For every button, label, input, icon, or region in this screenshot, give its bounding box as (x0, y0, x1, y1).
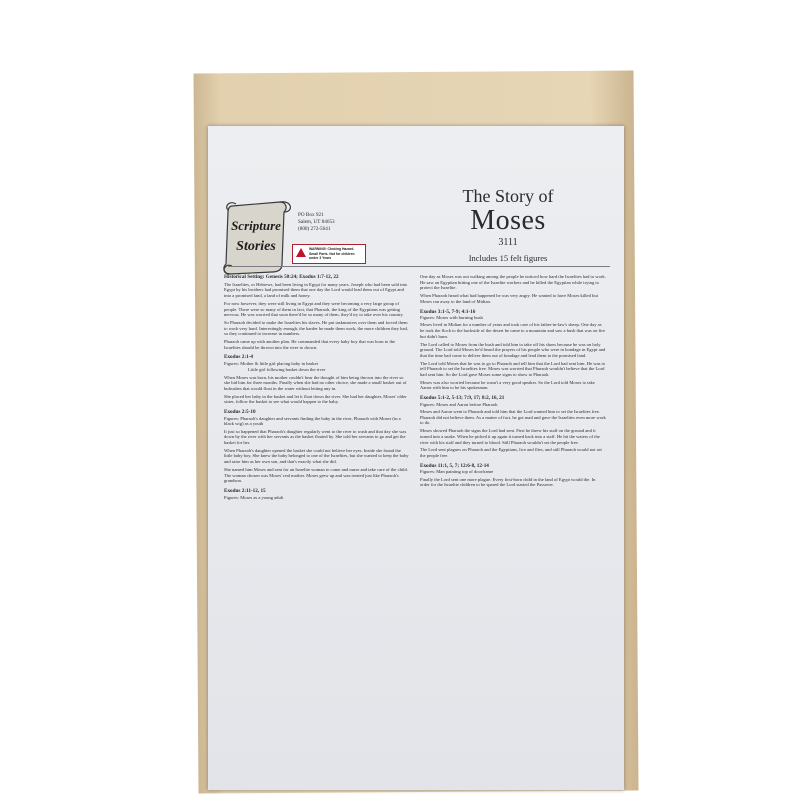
paragraph: She named him Moses and sent for an Israelite woman to come and nurse and take care of the child. The woman chosen was Moses' real mother. Moses grew up and was treated just like Pharaoh's grandson. (224, 466, 408, 484)
section-heading: Exodus 2:11-12, 15 (224, 488, 266, 494)
paragraph: When Pharaoh's daughter opened the basket she could not believe her eyes. Inside she found the little baby boy. She knew the baby belonged to one of the Israelites, but she wanted to keep the baby and raise him as her own son, and that's exactly what she did. (224, 447, 409, 465)
choking-warning-label (292, 244, 366, 264)
paragraph: One day as Moses was out walking among the people he noticed how hard the Israelites had to work. He saw an Egyptian hitting one of the Israelite workers and he killed the Egyptian while trying to protect the Israelite. (420, 274, 606, 291)
paragraph: Finally the Lord sent one more plague. Every first-born child in the land of Egypt would die. In order for the Israelite children to be spared the Lord started the Passover. (420, 476, 596, 488)
paragraph: The Lord sent plagues on Pharaoh and the Egyptians, lice and flies, and still Pharaoh would not set the people free. (420, 447, 602, 458)
figures-line: Figures: Moses as a young adult (224, 494, 284, 500)
paragraph: The Lord called to Moses from the bush and told him to take off his shoes because he was on holy ground. The Lord told Moses he'd heard the prayers of his people who were in bondage in Egypt and that the time had come to deliver them out of bondage and lead them to the promised land. (420, 341, 606, 358)
address-line-3: (800) 272-5641 (298, 226, 331, 232)
paragraph: So Pharaoh decided to make the Israelites his slaves. He put taskmasters over them and forced them to work very hard. Interestingly enough, the harder he made them work, the more children they had, so they continued to increase in numbers. (224, 319, 408, 337)
logo-line-2: Stories (236, 239, 276, 254)
figures-line: Figures: Man painting top of doorframe (420, 469, 494, 475)
historical-setting-heading: Historical Setting: Genesis 50:24; Exodus 1:7-12, 22 (224, 274, 339, 280)
figures-line: Figures: Moses and Aaron before Pharaoh (420, 401, 498, 407)
publisher-address (298, 212, 368, 233)
product-subtitle: Includes 15 felt figures (468, 253, 548, 263)
left-column (224, 274, 410, 502)
warning-text: WARNING! Choking Hazard. Small Parts. Not for children under 3 Years (309, 247, 355, 260)
header-divider (228, 266, 610, 267)
figures-line: Little girl following basket down the river (248, 367, 326, 373)
paragraph: For now however, they were still living in Egypt and they were becoming a very large group of people. There were so many of them in fact, that Pharaoh, the king of the Egyptians was getting nervous. He was worried that soon there'd be so many of them, they'd try to take over his country. (224, 300, 404, 318)
logo-line-1: Scripture (231, 218, 281, 233)
section-heading: Exodus 3:1-5, 7-9; 4:1-16 (420, 308, 476, 315)
address-line-1: PO Box 921 (298, 212, 324, 218)
paragraph: Moses was also worried because he wasn't a very good speaker. So the Lord told Moses to take Aaron with him to be his spokesman. (420, 379, 595, 391)
section-heading: Exodus 2:1-4 (224, 354, 253, 361)
story-title: Moses (470, 205, 546, 236)
paragraph: Moses showed Pharaoh the signs the Lord had sent. First he threw his staff on the ground and it turned into a snake. When he picked it up again it turned back into a staff. He hit the waters of the river with his staff and they turned to blood. Still Pharaoh wouldn't set the people free. (420, 428, 600, 445)
right-column (420, 274, 606, 490)
paragraph: She placed her baby in the basket and let it float down the river. She had her daughter, Moses' older sister, follow the basket to see what would happen to the baby. (224, 393, 407, 405)
story-title-block (408, 186, 608, 264)
product-number: 3111 (498, 237, 518, 248)
paragraph: Moses lived in Midian for a number of years and took care of his father-in-law's sheep. One day as he took the flock to the backside of the desert he came to a mountain and saw a bush that was on fire but didn't burn. (420, 322, 605, 339)
paragraph: Moses and Aaron went to Pharaoh and told him that the Lord wanted him to set the Israelites free. Pharaoh did not believe them. As a matter of fact, he got mad and gave the Israelites even more work to do. (420, 409, 606, 426)
info-sheet (208, 126, 624, 790)
paragraph: It just so happened that Pharaoh's daughter regularly went to the river to wash and that day she was down by the river with her servants as the basket floated by. She told her servants to go and get the basket for her. (224, 428, 407, 446)
paragraph: Pharaoh came up with another plan. He commanded that every baby boy that was born to the Israelites should be thrown into the river to drown. (224, 339, 396, 350)
title-prefix: The Story of (462, 186, 554, 206)
scripture-stories-logo (222, 198, 296, 276)
warning-triangle-icon (296, 248, 306, 257)
paragraph: When Moses was born, his mother couldn't bear the thought of him being thrown into the river so she hid him for three months. Finally when she had no other choice, she made a small basket out of bulrushes that would float in the water without letting any in. (224, 374, 407, 391)
figures-line: Figures: Mother & little girl placing baby in basket (224, 361, 318, 367)
figures-line: Figures: Moses with burning bush (420, 315, 483, 321)
section-heading: Exodus 5:1-2, 5-13; 7:9, 17; 8:2, 16, 21 (420, 395, 505, 402)
address-line-2: Salem, UT 84653 (298, 219, 335, 225)
paragraph: The Lord told Moses that he was to go to Pharaoh and tell him that the Lord had sent him. He was to tell Pharaoh to set the Israelites free. Moses was worried that Pharaoh wouldn't believe that the Lord had sent him. So the Lord gave Moses some signs to show to Pharaoh. (420, 360, 606, 378)
figures-line: Figures: Pharaoh's daughter and servants finding the baby in the river, Pharaoh with Moses (in a black wig) as a youth (224, 415, 401, 427)
paragraph: When Pharaoh heard what had happened he was very angry. He wanted to have Moses killed but Moses ran away to the land of Midian. (420, 293, 598, 304)
section-heading: Exodus 11:1, 5, 7; 12:6-8, 12-14 (420, 462, 489, 469)
section-heading: Exodus 2:5-10 (224, 409, 256, 416)
paragraph: The Israelites, or Hebrews, had been living in Egypt for many years. Joseph who had been sold into Egypt by his brothers had promised them that one day the Lord would lead them out of Egypt and into a promised land, a land of milk and honey. (224, 281, 408, 299)
